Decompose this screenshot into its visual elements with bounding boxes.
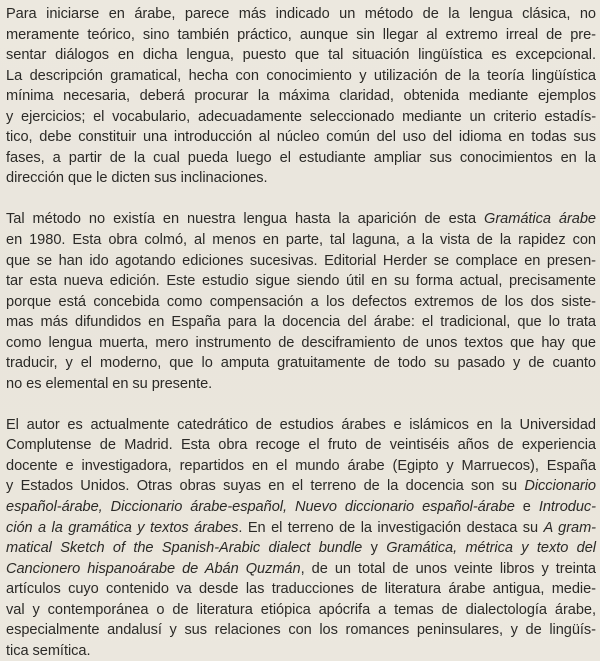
- text-line: Tal método no existía en nuestra lengua hasta la aparición de esta Gramática árabe: [6, 211, 596, 228]
- text-line: porque está concebida como compensación a los defectos extremos de los dos siste-: [6, 293, 596, 310]
- text-line: especialmente andalusí y sus relaciones con los romances peninsulares, y de lingüís-: [6, 622, 596, 639]
- text-line: como lengua muerta, mero instrumento de desciframiento de unos textos que hay que: [6, 334, 596, 351]
- book-title-italic: Cancionero hispanoárabe de Abán Quzmán: [6, 560, 301, 577]
- text-line: sentar diálogos en dicha lengua, puesto que tal situación lingüística es excepcional.: [6, 47, 596, 64]
- paragraph-history: [6, 209, 596, 394]
- text-line: dirección que le dicten sus inclinaciones.: [6, 170, 268, 187]
- text-line: mas más difundidos en España para la docencia del árabe: el tradicional, que lo trata: [6, 314, 596, 331]
- text-line: que se han ido agotando ediciones sucesivas. Editorial Herder se complace en presen-: [6, 252, 596, 269]
- book-title-italic: español-árabe, Diccionario árabe-español, Nuevo diccionario español-árabe: [6, 499, 515, 516]
- book-title-italic: Gramática, métrica y texto del: [386, 540, 596, 557]
- text-line: mínima necesaria, deberá procurar la máxima claridad, obtenida mediante ejemplos: [6, 88, 596, 105]
- book-title-italic: Diccionario: [524, 478, 596, 495]
- text-line: docente e investigadora, repartidos en el mundo árabe (Egipto y Marruecos), España: [6, 457, 596, 474]
- text-line: Complutense de Madrid. Esta obra recoge el fruto de veintiséis años de experiencia: [6, 437, 596, 454]
- paragraph-method: [6, 4, 596, 189]
- text-line: tica semítica.: [6, 642, 91, 659]
- text-line: val y contemporánea o de literatura etiópica apócrifa a temas de dialectología árabe,: [6, 601, 596, 618]
- text-line: español-árabe, Diccionario árabe-español, Nuevo diccionario español-árabe e Introduc-: [6, 499, 596, 516]
- text-line: Para iniciarse en árabe, parece más indicado un método de la lengua clásica, no: [6, 6, 596, 22]
- book-title-italic: Introduc-: [538, 499, 596, 516]
- paragraph-gap: [6, 394, 596, 415]
- paragraph-author: [6, 415, 596, 661]
- text-line: y Estados Unidos. Otras obras suyas en el terreno de la docencia son su Diccionario: [6, 478, 596, 495]
- text-line: fases, a partir de la cual pueda luego el estudiante ampliar sus conocimientos en la: [6, 149, 596, 166]
- book-title-italic: A gram-: [543, 519, 596, 536]
- text-line: y ejercicios; el vocabulario, adecuadamente seleccionado mediante un criterio estadís-: [6, 108, 596, 125]
- text-line: Cancionero hispanoárabe de Abán Quzmán, de un total de unos veinte libros y treinta: [6, 560, 596, 577]
- text-line: La descripción gramatical, hecha con conocimiento y utilización de la teoría lingüística: [6, 67, 596, 84]
- book-title-italic: Gramática árabe: [484, 211, 596, 228]
- text-line: El autor es actualmente catedrático de estudios árabes e islámicos en la Universidad: [6, 416, 596, 433]
- text-line: tico, debe constituir una introducción al núcleo común del uso del idioma en todas sus: [6, 129, 596, 146]
- paragraph-gap: [6, 189, 596, 210]
- text-line: artículos cuyo contenido va desde las traducciones de literatura árabe antigua, medie-: [6, 581, 596, 598]
- text-line: meramente teórico, sino también práctico, aunque sin llegar al extremo irreal de pre-: [6, 26, 596, 43]
- book-title-italic: ción a la gramática y textos árabes: [6, 519, 239, 536]
- text-line: tar esta nueva edición. Este estudio sigue siendo útil en su forma actual, precisamente: [6, 273, 596, 290]
- book-title-italic: matical Sketch of the Spanish-Arabic dialect bundle: [6, 540, 363, 557]
- text-line: en 1980. Esta obra colmó, al menos en parte, tal laguna, a la vista de la rapidez con: [6, 231, 596, 248]
- text-line: no es elemental en su presente.: [6, 375, 213, 392]
- text-line: matical Sketch of the Spanish-Arabic dialect bundle y Gramática, métrica y texto del: [6, 540, 596, 557]
- text-line: traducir, y el moderno, que lo amputa gratuitamente de todo su pasado y de cuanto: [6, 355, 596, 372]
- text-line: ción a la gramática y textos árabes. En el terreno de la investigación destaca su A gram-: [6, 519, 596, 536]
